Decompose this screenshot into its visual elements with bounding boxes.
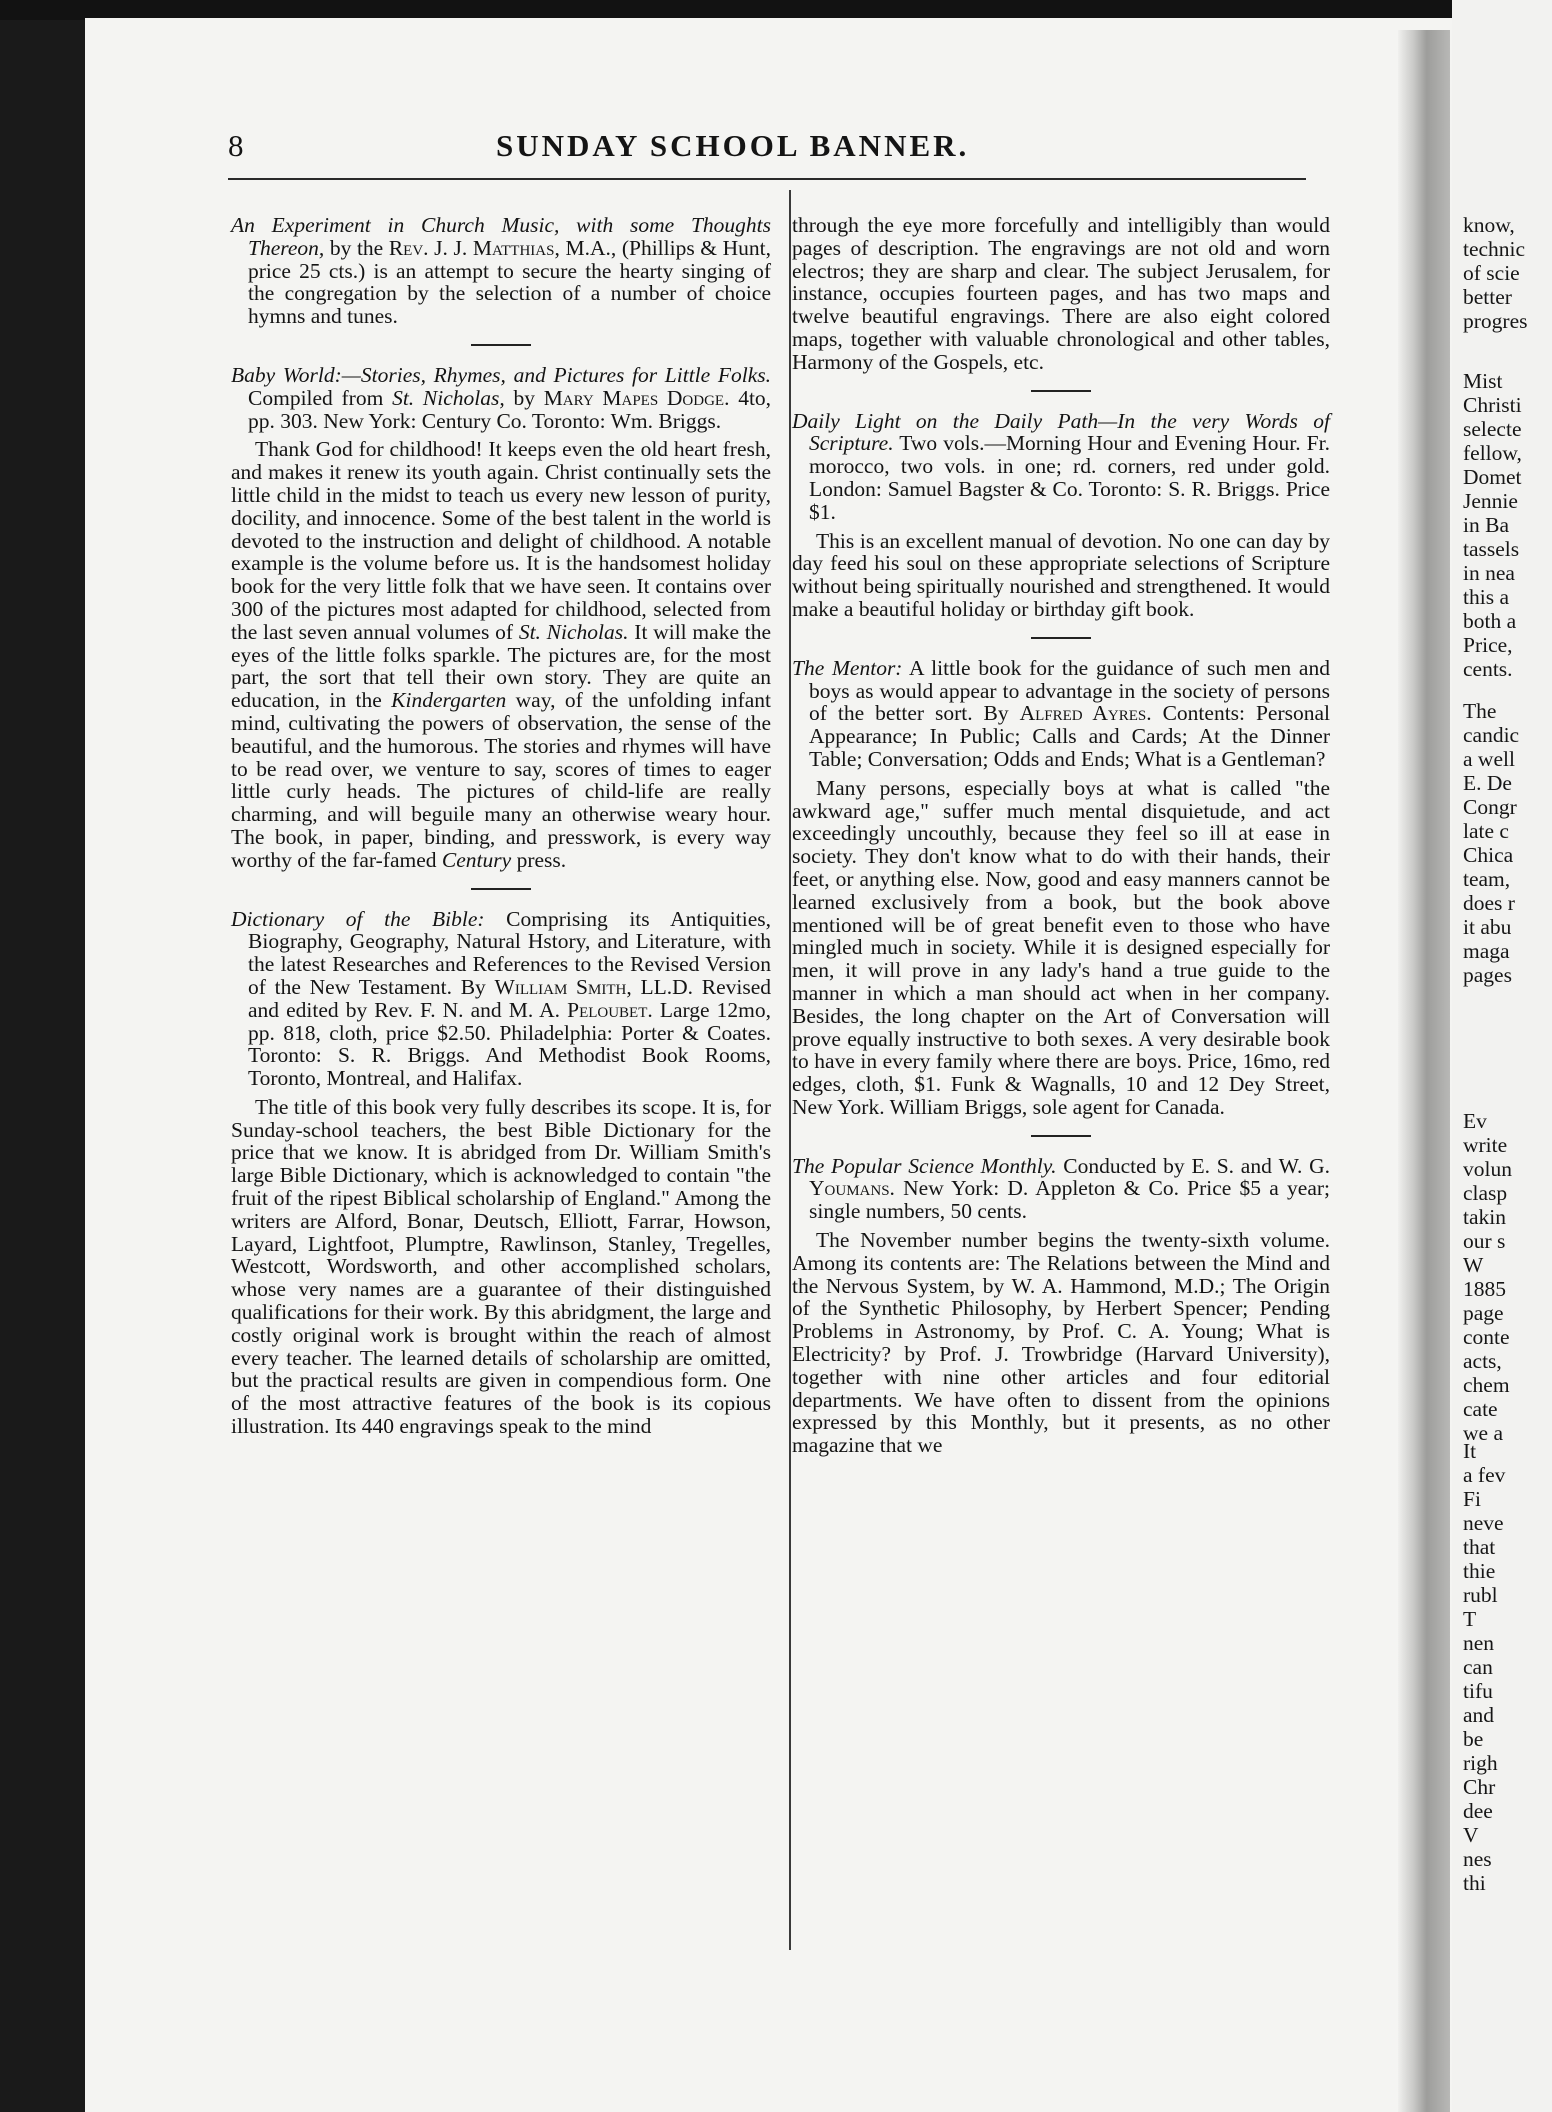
- facing-page-line: late c: [1463, 819, 1509, 843]
- facing-page-line: team,: [1463, 867, 1511, 891]
- facing-page-line: neve: [1463, 1511, 1504, 1535]
- review-paragraph: [231, 438, 771, 871]
- facing-page-line: Chica: [1463, 843, 1514, 867]
- facing-page-line: our s: [1463, 1229, 1506, 1253]
- facing-page-line: The: [1463, 699, 1497, 723]
- revised-text: Revised and edited by Rev. F. N. and M. A.: [248, 974, 772, 1022]
- facing-page-line: Ev: [1463, 1109, 1487, 1133]
- section-separator: [471, 888, 531, 890]
- facing-page-line: takin: [1463, 1205, 1506, 1229]
- facing-page-line: Domet: [1463, 465, 1522, 489]
- facing-page-line: righ: [1463, 1751, 1498, 1775]
- facing-page-line: thie: [1463, 1559, 1496, 1583]
- facing-page-line: both a: [1463, 609, 1517, 633]
- byline-text: by the: [329, 235, 384, 260]
- facing-page-line: Jennie: [1463, 489, 1518, 513]
- facing-page-line: Fi: [1463, 1487, 1481, 1511]
- facing-page-line: Christi: [1463, 393, 1522, 417]
- facing-page-line: maga: [1463, 939, 1510, 963]
- review-entry-mentor: [792, 657, 1330, 771]
- book-title: Dictionary of the Bible:: [231, 906, 485, 931]
- publication-details: Large 12mo, pp. 818, cloth, price $2.50. Philadelphia: Porter & Coates. Toronto: S. R. Briggs. And Methodist Book Rooms, Toronto, Montreal, and Halifax.: [248, 997, 772, 1091]
- review-paragraph: The November number begins the twenty-sixth volume. Among its contents are: The Relations between the Mind and the Nervous System, by W. A. Hammond, M.D.; The Origin of the Synthetic Philosophy, by Herbert Spencer; Pending Problems in Astronomy, by Prof. C. A. Young; What is Electricity? by Prof. J. Trowbridge (Harvard University), together with nine other articles and four editorial departments. We have often to dissent from the opinions expressed by this Monthly, but it presents, as no other magazine that we: [792, 1228, 1330, 1458]
- facing-page-line: E. De: [1463, 771, 1512, 795]
- facing-page-line: and: [1463, 1703, 1495, 1727]
- facing-page-line: better: [1463, 285, 1512, 309]
- book-description: A little book for the guidance of such men and boys as would appear to advantage in the society of persons of the better sort. By: [809, 655, 1330, 726]
- book-title: Daily Light on the Daily Path—In the very Words of Scripture.: [792, 408, 1330, 456]
- review-entry-dictionary: [231, 908, 771, 1090]
- facing-page-line: page: [1463, 1301, 1504, 1325]
- facing-page-line: selecte: [1463, 417, 1522, 441]
- byline-text: by: [513, 385, 535, 410]
- author-name: William Smith, LL.D.: [494, 974, 693, 999]
- column-divider: [789, 190, 791, 1950]
- page-number: 8: [228, 128, 244, 163]
- facing-page-line: chem: [1463, 1373, 1510, 1397]
- compiled-text: Compiled from: [248, 385, 384, 410]
- facing-page-line: a fev: [1463, 1463, 1506, 1487]
- facing-page-line: cate: [1463, 1397, 1498, 1421]
- facing-page-line: W: [1463, 1253, 1484, 1277]
- review-paragraph: Many persons, especially boys at what is called "the awkward age," suffer much mental disquietude, and act exceedingly uncouthly, because they feel so ill at ease in society. They don't know what to do with their hands, their feet, or anything else. Now, good and easy manners cannot be learned exclusively from a book, but the book above mentioned will be of great benefit even to those who have mingled much in society. While it is designed especially for men, it will prove in any lady's hand a true guide to the manner in which a man should act when in her company. Besides, the long chapter on the Art of Conversation will prove equally instructive to both sexes. A very desirable book to have in every family where there are boys. Price, 16mo, red edges, cloth, $1. Funk & Wagnalls, 10 and 12 Dey Street, New York. William Briggs, sole agent for Canada.: [792, 775, 1330, 1119]
- section-separator: [1031, 390, 1091, 392]
- facing-page-line: progres: [1463, 309, 1528, 333]
- facing-page-line: Price,: [1463, 633, 1513, 657]
- facing-page-line: fellow,: [1463, 441, 1522, 465]
- book-gutter-shadow: [1398, 30, 1450, 2112]
- italic-title: St. Nicholas.: [518, 619, 629, 644]
- author-name: Rev. J. J. Matthias,: [388, 235, 560, 260]
- section-separator: [1031, 637, 1091, 639]
- facing-page-line: that: [1463, 1535, 1496, 1559]
- review-paragraph: This is an excellent manual of devotion. No one can day by day feed his soul on these appropriate selections of Scripture without being spiritually nourished and strengthened. It would make a beautiful holiday or birthday gift book.: [792, 528, 1330, 621]
- facing-page-line: Chr: [1463, 1775, 1496, 1799]
- facing-page-line: this a: [1463, 585, 1509, 609]
- facing-page-line: It: [1463, 1439, 1477, 1463]
- publication-details: New York: D. Appleton & Co. Price $5 a year; single numbers, 50 cents.: [809, 1176, 1330, 1224]
- book-description: Conducted by E. S. and: [1063, 1153, 1272, 1178]
- right-column: [792, 214, 1330, 1461]
- facing-page-line: dee: [1463, 1799, 1493, 1823]
- facing-page-line: rubl: [1463, 1583, 1498, 1607]
- section-separator: [471, 344, 531, 346]
- facing-page-line: Congr: [1463, 795, 1517, 819]
- book-title: An Experiment in Church Music, with some Thoughts Thereon,: [231, 213, 771, 260]
- scan-top-edge: [0, 0, 1552, 20]
- italic-title: Century: [441, 847, 512, 872]
- facing-page-line: technic: [1463, 237, 1526, 261]
- paragraph-text: It will make the eyes of the little folks sparkle. The pictures are, for the most part, the sort that tell their own story. They are quite an education, in the: [231, 619, 772, 713]
- facing-page-line: in Ba: [1463, 513, 1509, 537]
- paragraph-text: press.: [516, 847, 567, 872]
- facing-page-line: a well: [1463, 747, 1515, 771]
- header-rule: [228, 178, 1306, 180]
- facing-page-line: T: [1463, 1607, 1477, 1631]
- editor-name: Peloubet.: [567, 997, 653, 1022]
- italic-term: Kindergarten: [391, 688, 507, 713]
- left-column: [231, 214, 771, 1442]
- facing-page-line: it abu: [1463, 915, 1512, 939]
- facing-page-line: know,: [1463, 213, 1515, 237]
- paragraph-text: way, of the unfolding infant mind, cultivating the powers of observation, the sense of the beautiful, and the humorous. The stories and rhymes will have to be read over, we venture to say, scores of times to eager little curly heads. The pictures of child-life are really charming, and will beguile many an otherwise weary hour. The book, in paper, binding, and presswork, is every way worthy of the far-famed: [231, 688, 771, 872]
- facing-page-line: nen: [1463, 1631, 1495, 1655]
- facing-page-line: nes: [1463, 1847, 1492, 1871]
- facing-page-line: candic: [1463, 723, 1520, 747]
- review-text: M.A., (Phillips & Hunt, price 25 cts.) is an attempt to secure the hearty singing of the congregation by the selection of a number of choice hymns and tunes.: [248, 235, 772, 329]
- facing-page-line: tassels: [1463, 537, 1520, 561]
- author-name: Mary Mapes Dodge.: [543, 385, 730, 410]
- facing-page-line: acts,: [1463, 1349, 1502, 1373]
- running-header: [228, 128, 1306, 172]
- review-entry-daily-light: [792, 410, 1330, 524]
- facing-page-line: of scie: [1463, 261, 1520, 285]
- facing-page-line: cents.: [1463, 657, 1513, 681]
- facing-page-line: conte: [1463, 1325, 1510, 1349]
- facing-page-line: write: [1463, 1133, 1508, 1157]
- facing-page-line: pages: [1463, 963, 1512, 987]
- publication-details: Two vols.—Morning Hour and Evening Hour. Fr. morocco, two vols. in one; rd. corners, red under gold. London: Samuel Bagster & Co. Toronto: S. R. Briggs. Price $1.: [809, 431, 1330, 524]
- facing-page-line: 1885: [1463, 1277, 1506, 1301]
- review-entry-popular-science: [792, 1155, 1330, 1223]
- facing-page-line: clasp: [1463, 1181, 1508, 1205]
- facing-page-line: we a: [1463, 1421, 1503, 1445]
- contents-list: Contents: Personal Appearance; In Public; Calls and Cards; At the Dinner Table; Conversation; Odds and Ends; What is a Gentleman?: [809, 701, 1331, 771]
- facing-page-line: does r: [1463, 891, 1515, 915]
- facing-page-line: volun: [1463, 1157, 1512, 1181]
- book-title: The Mentor:: [792, 655, 903, 680]
- continued-paragraph: through the eye more forcefully and intelligibly than would pages of description. The engravings are not old and worn electros; they are sharp and clear. The subject Jerusalem, for instance, occupies fourteen pages, and has two maps and twelve beautiful engravings. There are also eight colored maps, together with valuable chronological and other tables, Harmony of the Gospels, etc.: [792, 213, 1330, 374]
- facing-page-line: V: [1463, 1823, 1479, 1847]
- review-paragraph: The title of this book very fully describes its scope. It is, for Sunday-school teachers, the best Bible Dictionary for the price that we know. It is abridged from Dr. William Smith's large Bible Dictionary, which is acknowledged to contain "the fruit of the ripest Biblical scholarship of England." Among the writers are Alford, Bonar, Deutsch, Elliott, Farrar, Howson, Layard, Lightfoot, Plumptre, Rawlinson, Stanley, Tregelles, Westcott, Wordsworth, and other accomplished scholars, whose very names are a guarantee of their distinguished qualifications for their work. By this abridgment, the large and costly original work is brought within the reach of almost every teacher. The learned details of scholarship are omitted, but the practical results are given in compendious form. One of the most attractive features of the book is its copious illustration. Its 440 engravings speak to the mind: [231, 1094, 771, 1439]
- paragraph-text: Thank God for childhood! It keeps even the old heart fresh, and makes it renew its youth again. Christ continually sets the little child in the midst to teach us every new lesson of purity, docility, and innocence. Some of the best talent in the world is devoted to the instruction and delight of childhood. A notable example is the volume before us. It is the handsomest holiday book for the very little folk that we have seen. It contains over 300 of the pictures most adapted for childhood, selected from the last seven annual volumes of: [231, 437, 771, 644]
- book-description: Comprising its Antiquities, Biography, Geography, Natural Hstory, and Literature, with the latest Researches and References to the Revised Version of the New Testament. By: [248, 906, 772, 999]
- section-separator: [1031, 1135, 1091, 1137]
- review-entry-church-music: [231, 214, 771, 328]
- facing-page-line: tifu: [1463, 1679, 1493, 1703]
- facing-page-line: be: [1463, 1727, 1484, 1751]
- publication-details: 4to, pp. 303. New York: Century Co. Toronto: Wm. Briggs.: [248, 385, 772, 433]
- facing-page-line: can: [1463, 1655, 1493, 1679]
- publication-title: SUNDAY SCHOOL BANNER.: [496, 128, 970, 163]
- review-entry-baby-world: [231, 364, 771, 432]
- facing-page-line: Mist: [1463, 369, 1503, 393]
- author-name: W. G. Youmans.: [809, 1153, 1330, 1201]
- facing-page-line: thi: [1463, 1871, 1486, 1895]
- source-title: St. Nicholas,: [392, 385, 505, 410]
- book-title: Baby World:—Stories, Rhymes, and Pictures for Little Folks.: [231, 362, 771, 387]
- facing-page-line: in nea: [1463, 561, 1515, 585]
- author-name: Alfred Ayres.: [1019, 701, 1152, 726]
- book-title: The Popular Science Monthly.: [792, 1153, 1057, 1178]
